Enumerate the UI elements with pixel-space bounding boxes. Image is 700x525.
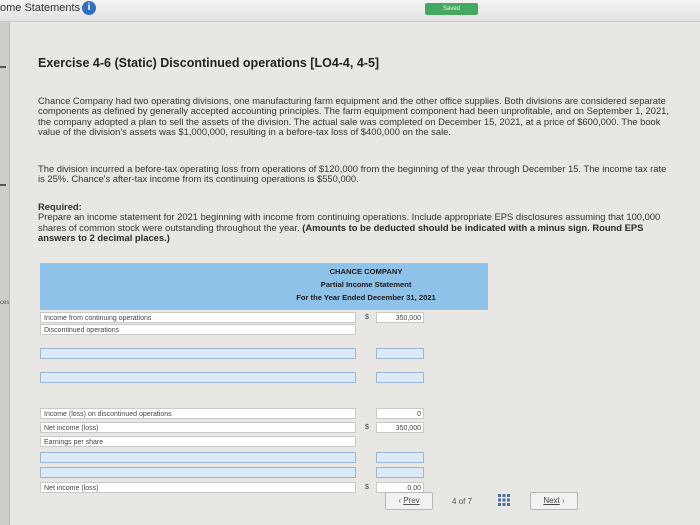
table-row bbox=[40, 467, 488, 478]
amount-input[interactable] bbox=[376, 372, 424, 383]
row-label-select[interactable]: Income from continuing operations bbox=[40, 312, 356, 323]
company-name: CHANCE COMPANY bbox=[329, 267, 403, 276]
chevron-right-icon: › bbox=[562, 496, 565, 505]
table-row bbox=[40, 348, 488, 359]
amount-input[interactable] bbox=[376, 452, 424, 463]
row-label-select[interactable]: Net income (loss) bbox=[40, 422, 356, 433]
saved-badge: Saved bbox=[425, 3, 478, 15]
problem-paragraph-2: The division incurred a before-tax operating loss from operations of $120,000 from the beginning of the year through December 15. The income tax rate is 25%. Chance's after-tax income from its continuing operations is $550,000. bbox=[38, 163, 667, 185]
main-panel bbox=[10, 22, 700, 525]
income-statement bbox=[40, 263, 488, 491]
table-row bbox=[40, 422, 488, 433]
dollar-sign: $ bbox=[365, 314, 369, 321]
row-label-select[interactable] bbox=[40, 467, 356, 478]
info-icon[interactable]: i bbox=[82, 1, 96, 15]
page-of: of bbox=[458, 497, 466, 506]
row-label-select[interactable]: Net income (loss) bbox=[40, 482, 356, 493]
statement-name: Partial Income Statement bbox=[320, 280, 412, 289]
required-label: Required: bbox=[38, 201, 82, 212]
statement-header bbox=[40, 263, 488, 310]
required-section bbox=[38, 202, 670, 244]
sidebar-marker bbox=[0, 66, 6, 68]
row-label-select[interactable] bbox=[40, 452, 356, 463]
row-label-select[interactable] bbox=[40, 348, 356, 359]
exercise-title: Exercise 4-6 (Static) Discontinued operations [LO4-4, 4-5] bbox=[38, 56, 380, 70]
row-label-select[interactable] bbox=[40, 372, 356, 383]
sidebar-marker bbox=[0, 184, 6, 186]
table-row bbox=[40, 436, 488, 447]
required-text: Prepare an income statement for 2021 beginning with income from continuing operations. Include appropriate EPS disclosures assuming that 100,000 shares of common stock were outstanding throughout the year. bbox=[38, 211, 661, 233]
table-row bbox=[40, 452, 488, 463]
dollar-sign: $ bbox=[365, 424, 369, 431]
row-label-select[interactable]: Earnings per share bbox=[40, 436, 356, 447]
table-row bbox=[40, 372, 488, 383]
sidebar-partial-label: ces bbox=[0, 300, 10, 306]
page-total: 7 bbox=[467, 497, 473, 506]
amount-input[interactable]: 0.00 bbox=[376, 482, 424, 493]
prev-label: Prev bbox=[403, 496, 420, 505]
grid-icon[interactable] bbox=[497, 493, 511, 507]
row-label-select[interactable]: Discontinued operations bbox=[40, 324, 356, 335]
left-sidebar bbox=[0, 22, 10, 525]
chevron-left-icon: ‹ bbox=[398, 496, 401, 505]
amount-input[interactable] bbox=[376, 467, 424, 478]
page-current: 4 bbox=[452, 497, 457, 506]
required-emphasis: (Amounts to be deducted should be indicated with a minus sign. Round EPS answers to 2 decimal places.) bbox=[38, 221, 644, 244]
table-row bbox=[40, 408, 488, 419]
prev-button[interactable] bbox=[385, 492, 433, 510]
window-title: ome Statements bbox=[0, 2, 81, 14]
statement-period: For the Year Ended December 31, 2021 bbox=[296, 293, 436, 302]
problem-paragraph-1: Chance Company had two operating divisions, one manufacturing farm equipment and the other office supplies. Both divisions are considered separate components as defined by generally accepted accounting principles. The farm equipment component had been unprofitable, and on September 1, 2021, the company adopted a plan to sell the assets of the division. The actual sale was completed on December 15, 2021, at a price of $600,000. The book value of the division's assets was $1,000,000, resulting in a before-tax loss of $400,000 on the sale. bbox=[38, 95, 669, 138]
next-label: Next bbox=[543, 496, 560, 505]
next-button[interactable] bbox=[530, 492, 578, 510]
amount-input[interactable]: 350,000 bbox=[376, 312, 424, 323]
page-indicator bbox=[452, 497, 472, 506]
table-row bbox=[40, 312, 488, 323]
amount-input[interactable]: 350,000 bbox=[376, 422, 424, 433]
row-label-select[interactable]: Income (loss) on discontinued operations bbox=[40, 408, 356, 419]
amount-input[interactable]: 0 bbox=[376, 408, 424, 419]
top-bar bbox=[0, 0, 700, 22]
table-row bbox=[40, 324, 488, 335]
dollar-sign: $ bbox=[365, 484, 369, 491]
amount-input[interactable] bbox=[376, 348, 424, 359]
